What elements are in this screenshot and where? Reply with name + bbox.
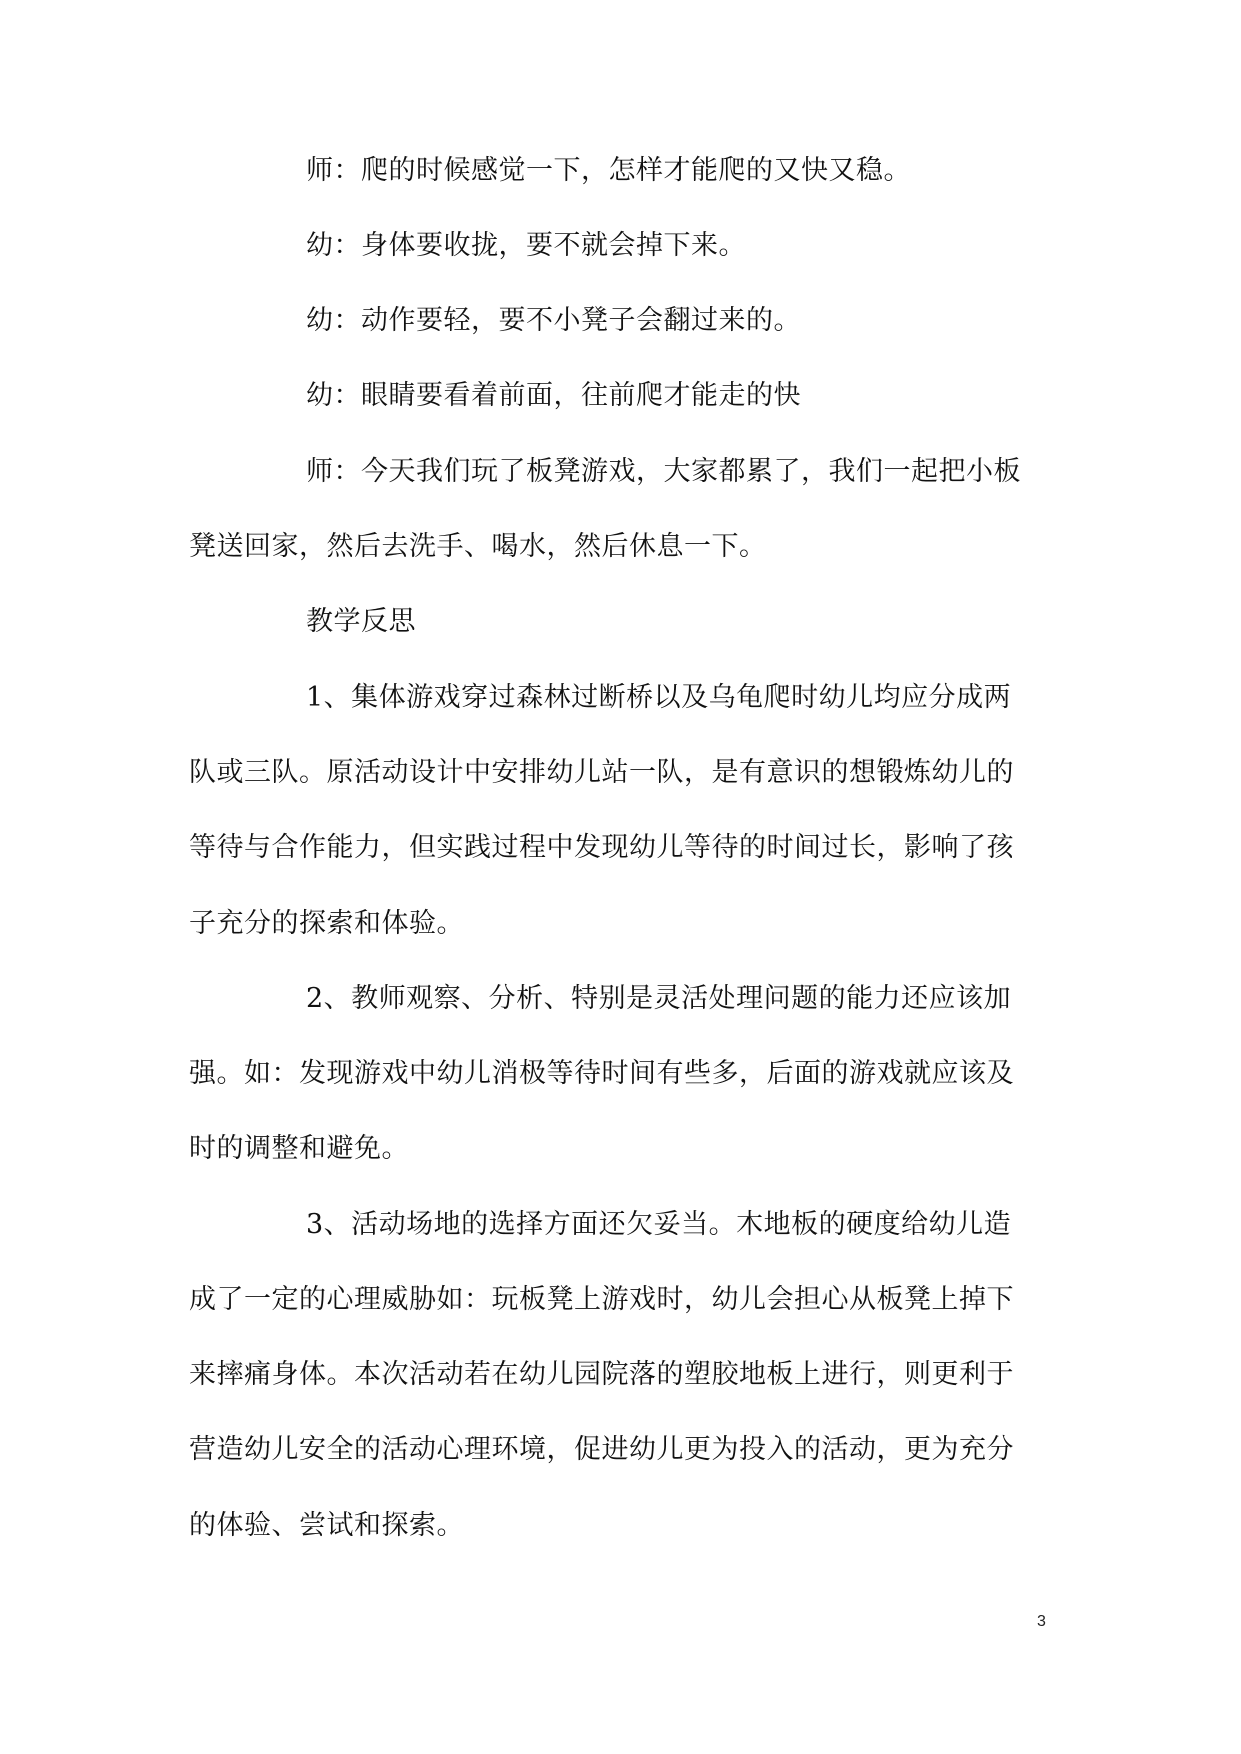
page-number: 3 xyxy=(1037,1613,1046,1630)
section-heading: 教学反思 xyxy=(306,606,416,637)
text-line: 队或三队。原活动设计中安排幼儿站一队，是有意识的想锻炼幼儿的 xyxy=(189,757,1014,788)
text-line: 3、活动场地的选择方面还欠妥当。木地板的硬度给幼儿造 xyxy=(306,1209,1012,1240)
text-line: 时的调整和避免。 xyxy=(189,1133,409,1164)
text-line: 幼：动作要轻，要不小凳子会翻过来的。 xyxy=(306,305,801,336)
text-line: 的体验、尝试和探索。 xyxy=(189,1510,464,1541)
text-line: 成了一定的心理威胁如：玩板凳上游戏时，幼儿会担心从板凳上掉下 xyxy=(189,1284,1014,1315)
text-line: 来摔痛身体。本次活动若在幼儿园院落的塑胶地板上进行，则更利于 xyxy=(189,1359,1014,1390)
text-line: 营造幼儿安全的活动心理环境，促进幼儿更为投入的活动，更为充分 xyxy=(189,1434,1014,1465)
text-line: 师：爬的时候感觉一下，怎样才能爬的又快又稳。 xyxy=(306,155,911,186)
text-line: 2、教师观察、分析、特别是灵活处理问题的能力还应该加 xyxy=(306,983,1012,1014)
text-line: 子充分的探索和体验。 xyxy=(189,908,464,939)
text-line: 幼：眼睛要看着前面，往前爬才能走的快 xyxy=(306,380,801,411)
text-line: 等待与合作能力，但实践过程中发现幼儿等待的时间过长，影响了孩 xyxy=(189,832,1014,863)
text-line: 1、集体游戏穿过森林过断桥以及乌龟爬时幼儿均应分成两 xyxy=(306,682,1012,713)
text-line: 强。如：发现游戏中幼儿消极等待时间有些多，后面的游戏就应该及 xyxy=(189,1058,1014,1089)
text-line: 幼：身体要收拢，要不就会掉下来。 xyxy=(306,230,746,261)
text-line: 师：今天我们玩了板凳游戏，大家都累了，我们一起把小板 xyxy=(306,456,1021,487)
text-line: 凳送回家，然后去洗手、喝水，然后休息一下。 xyxy=(189,531,767,562)
